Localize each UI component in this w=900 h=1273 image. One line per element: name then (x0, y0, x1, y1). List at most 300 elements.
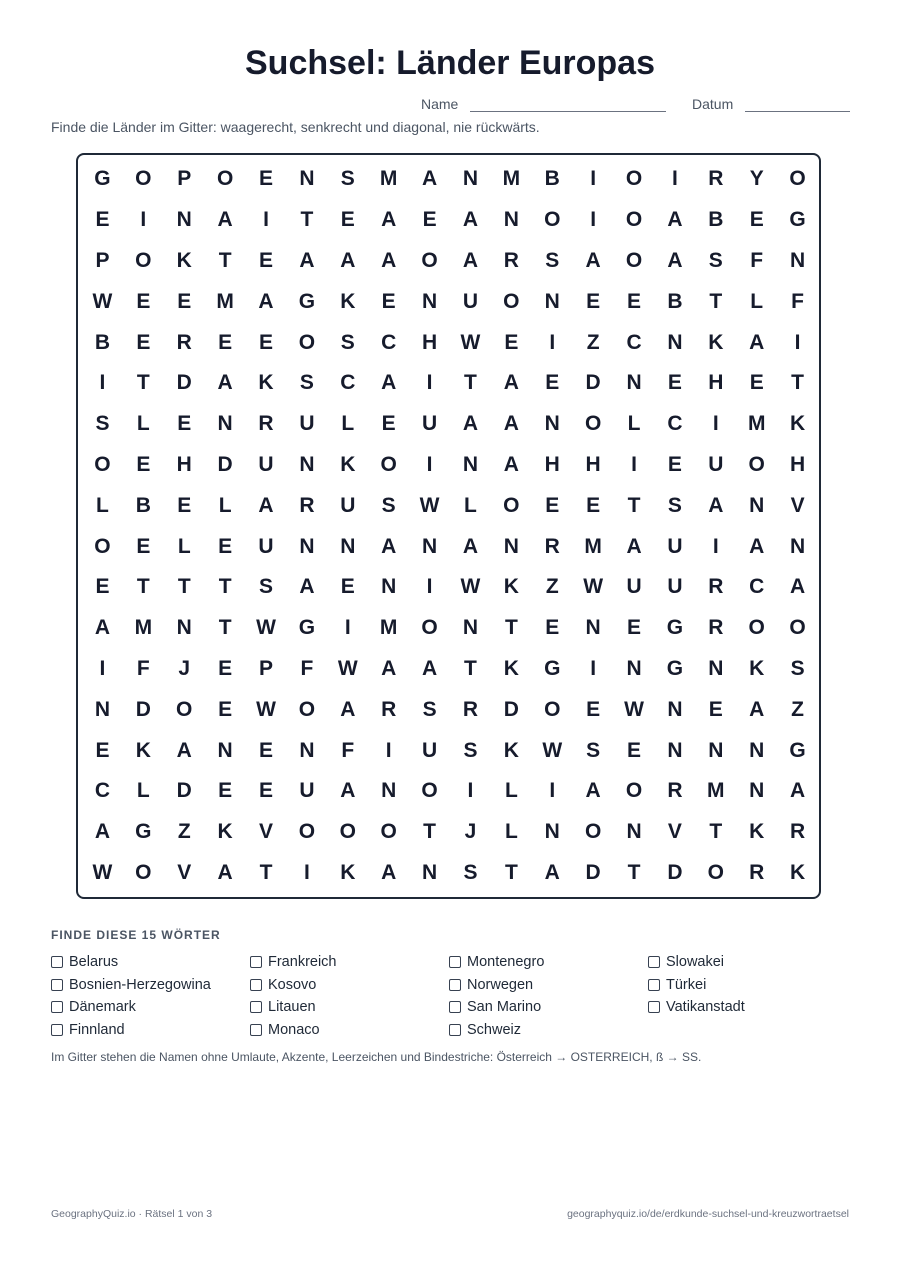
grid-cell[interactable]: H (708, 371, 724, 395)
grid-cell[interactable]: F (300, 656, 314, 680)
grid-cell[interactable]: A (340, 697, 356, 721)
grid-cell[interactable]: A (585, 248, 601, 272)
grid-cell[interactable]: L (504, 820, 518, 844)
grid-cell[interactable]: L (136, 412, 150, 436)
grid-cell[interactable]: E (586, 289, 601, 313)
grid-cell[interactable]: M (584, 534, 602, 558)
grid-cell[interactable]: E (177, 289, 192, 313)
grid-cell[interactable]: E (136, 452, 151, 476)
grid-cell[interactable]: N (462, 452, 479, 476)
grid-cell[interactable]: A (176, 738, 192, 762)
grid-cell[interactable]: O (339, 820, 356, 844)
grid-cell[interactable]: B (667, 289, 683, 313)
grid-cell[interactable]: I (590, 656, 597, 680)
grid-cell[interactable]: M (502, 167, 521, 191)
grid-cell[interactable]: R (544, 534, 560, 558)
grid-cell[interactable]: A (585, 779, 601, 803)
grid-cell[interactable]: E (340, 208, 355, 232)
grid-cell[interactable]: T (136, 371, 150, 395)
grid-cell[interactable]: K (749, 820, 765, 844)
word-checkbox[interactable] (449, 956, 461, 968)
word-checkbox[interactable] (250, 956, 262, 968)
grid-cell[interactable]: T (709, 820, 723, 844)
grid-cell[interactable]: D (503, 697, 519, 721)
grid-cell[interactable]: A (258, 493, 274, 517)
grid-cell[interactable]: Y (749, 167, 764, 191)
grid-cell[interactable]: C (94, 779, 111, 803)
grid-cell[interactable]: C (667, 412, 683, 436)
grid-cell[interactable]: B (94, 330, 111, 354)
grid-cell[interactable]: E (259, 738, 274, 762)
grid-cell[interactable]: O (584, 820, 602, 844)
grid-cell[interactable]: E (627, 289, 642, 313)
grid-cell[interactable]: G (544, 656, 561, 680)
grid-cell[interactable]: T (177, 575, 191, 599)
grid-cell[interactable]: N (790, 248, 806, 272)
grid-cell[interactable]: N (299, 534, 315, 558)
grid-cell[interactable]: P (259, 656, 274, 680)
grid-cell[interactable]: L (464, 493, 477, 517)
grid-cell[interactable]: A (381, 248, 397, 272)
grid-cell[interactable]: A (421, 167, 438, 191)
grid-cell[interactable]: O (789, 616, 806, 640)
grid-cell[interactable]: R (503, 248, 519, 272)
word-checkbox[interactable] (648, 956, 660, 968)
grid-cell[interactable]: N (421, 860, 438, 884)
word-checkbox[interactable] (449, 979, 461, 991)
grid-cell[interactable]: Z (177, 820, 191, 844)
grid-cell[interactable]: G (298, 289, 316, 313)
grid-cell[interactable]: S (422, 697, 437, 721)
grid-cell[interactable]: I (99, 656, 106, 680)
grid-cell[interactable]: U (667, 575, 683, 599)
grid-cell[interactable]: L (136, 779, 150, 803)
grid-cell[interactable]: I (631, 452, 637, 476)
grid-cell[interactable]: E (667, 371, 682, 395)
grid-cell[interactable]: I (426, 452, 433, 476)
grid-cell[interactable]: S (586, 738, 601, 762)
grid-cell[interactable]: R (790, 820, 806, 844)
grid-cell[interactable]: E (177, 493, 192, 517)
grid-cell[interactable]: W (624, 697, 644, 721)
grid-cell[interactable]: N (708, 738, 724, 762)
grid-cell[interactable]: O (584, 412, 602, 436)
grid-cell[interactable]: B (135, 493, 151, 517)
grid-cell[interactable]: E (749, 371, 764, 395)
grid-cell[interactable]: O (135, 860, 152, 884)
grid-cell[interactable]: N (626, 656, 642, 680)
grid-cell[interactable]: T (259, 860, 273, 884)
grid-cell[interactable]: M (379, 167, 398, 191)
grid-cell[interactable]: U (421, 738, 438, 762)
grid-cell[interactable]: K (135, 738, 151, 762)
grid-cell[interactable]: O (380, 452, 397, 476)
grid-cell[interactable]: O (625, 248, 643, 272)
grid-cell[interactable]: R (749, 860, 765, 884)
grid-cell[interactable]: A (258, 289, 274, 313)
grid-cell[interactable]: O (625, 208, 643, 232)
grid-cell[interactable]: E (218, 656, 233, 680)
grid-cell[interactable]: Z (545, 575, 559, 599)
grid-cell[interactable]: B (708, 208, 724, 232)
grid-cell[interactable]: A (94, 820, 111, 844)
grid-cell[interactable]: A (381, 534, 397, 558)
grid-cell[interactable]: E (586, 697, 601, 721)
grid-cell[interactable]: N (503, 534, 519, 558)
grid-cell[interactable]: V (177, 860, 192, 884)
grid-cell[interactable]: O (625, 167, 643, 191)
grid-cell[interactable]: O (135, 167, 152, 191)
word-checkbox[interactable] (250, 1024, 262, 1036)
grid-cell[interactable]: R (462, 697, 479, 721)
grid-cell[interactable]: N (462, 167, 479, 191)
grid-cell[interactable]: N (503, 208, 519, 232)
grid-cell[interactable]: U (340, 493, 356, 517)
grid-cell[interactable]: A (381, 371, 397, 395)
grid-cell[interactable]: E (381, 289, 396, 313)
grid-cell[interactable]: V (259, 820, 274, 844)
word-checkbox[interactable] (449, 1024, 461, 1036)
grid-cell[interactable]: U (667, 534, 683, 558)
grid-cell[interactable]: Z (586, 330, 600, 354)
grid-cell[interactable]: R (708, 167, 724, 191)
grid-cell[interactable]: T (300, 208, 314, 232)
word-checkbox[interactable] (250, 1001, 262, 1013)
grid-cell[interactable]: O (135, 248, 152, 272)
grid-cell[interactable]: M (134, 616, 153, 640)
grid-cell[interactable]: O (94, 452, 111, 476)
grid-cell[interactable]: N (790, 534, 806, 558)
grid-cell[interactable]: S (340, 330, 355, 354)
grid-cell[interactable]: A (381, 208, 397, 232)
grid-cell[interactable]: N (544, 289, 560, 313)
grid-cell[interactable]: B (544, 167, 560, 191)
grid-cell[interactable]: S (381, 493, 396, 517)
grid-cell[interactable]: U (462, 289, 479, 313)
grid-cell[interactable]: G (135, 820, 152, 844)
grid-cell[interactable]: O (421, 616, 438, 640)
grid-cell[interactable]: L (750, 289, 764, 313)
grid-cell[interactable]: I (467, 779, 474, 803)
grid-cell[interactable]: U (708, 452, 724, 476)
grid-cell[interactable]: I (385, 738, 392, 762)
grid-cell[interactable]: S (95, 412, 110, 436)
grid-cell[interactable]: E (504, 330, 519, 354)
grid-cell[interactable]: I (263, 208, 269, 232)
grid-cell[interactable]: W (583, 575, 604, 599)
grid-cell[interactable]: O (707, 860, 724, 884)
grid-cell[interactable]: A (503, 412, 519, 436)
grid-cell[interactable]: O (748, 616, 765, 640)
grid-cell[interactable]: O (176, 697, 193, 721)
grid-cell[interactable]: W (256, 616, 276, 640)
grid-cell[interactable]: A (749, 534, 765, 558)
grid-cell[interactable]: E (586, 493, 601, 517)
grid-cell[interactable]: S (259, 575, 274, 599)
grid-cell[interactable]: S (299, 371, 314, 395)
grid-cell[interactable]: K (340, 860, 356, 884)
word-checkbox[interactable] (51, 956, 63, 968)
grid-cell[interactable]: N (299, 452, 315, 476)
grid-cell[interactable]: H (790, 452, 806, 476)
grid-cell[interactable]: N (626, 371, 642, 395)
grid-cell[interactable]: A (217, 208, 233, 232)
grid-cell[interactable]: E (708, 697, 723, 721)
grid-cell[interactable]: I (426, 371, 433, 395)
grid-cell[interactable]: O (298, 330, 316, 354)
grid-cell[interactable]: T (627, 493, 641, 517)
grid-cell[interactable]: L (96, 493, 109, 517)
grid-cell[interactable]: A (299, 575, 315, 599)
grid-cell[interactable]: O (298, 820, 316, 844)
grid-cell[interactable]: N (585, 616, 601, 640)
grid-cell[interactable]: U (299, 779, 315, 803)
word-checkbox[interactable] (449, 1001, 461, 1013)
grid-cell[interactable]: O (216, 167, 234, 191)
grid-cell[interactable]: T (218, 248, 232, 272)
grid-cell[interactable]: E (545, 371, 560, 395)
grid-cell[interactable]: F (750, 248, 764, 272)
grid-cell[interactable]: G (94, 167, 111, 191)
grid-cell[interactable]: E (95, 738, 110, 762)
grid-cell[interactable]: I (590, 208, 597, 232)
grid-cell[interactable]: I (590, 167, 597, 191)
grid-cell[interactable]: T (504, 616, 518, 640)
grid-cell[interactable]: G (298, 616, 316, 640)
grid-cell[interactable]: N (749, 738, 765, 762)
word-checkbox[interactable] (250, 979, 262, 991)
grid-cell[interactable]: K (258, 371, 274, 395)
grid-cell[interactable]: E (259, 167, 274, 191)
grid-cell[interactable]: D (217, 452, 233, 476)
grid-cell[interactable]: E (136, 330, 151, 354)
grid-cell[interactable]: K (503, 656, 519, 680)
grid-cell[interactable]: E (422, 208, 437, 232)
grid-cell[interactable]: E (667, 452, 682, 476)
grid-cell[interactable]: I (303, 860, 310, 884)
grid-cell[interactable]: U (258, 452, 274, 476)
grid-cell[interactable]: E (177, 412, 192, 436)
grid-cell[interactable]: P (95, 248, 110, 272)
grid-cell[interactable]: A (790, 575, 806, 599)
grid-cell[interactable]: O (421, 248, 438, 272)
grid-cell[interactable]: W (92, 289, 113, 313)
grid-cell[interactable]: F (341, 738, 355, 762)
grid-cell[interactable]: E (749, 208, 764, 232)
grid-cell[interactable]: D (667, 860, 683, 884)
grid-cell[interactable]: E (627, 738, 642, 762)
grid-cell[interactable]: O (380, 820, 397, 844)
grid-cell[interactable]: K (340, 452, 356, 476)
grid-cell[interactable]: L (341, 412, 355, 436)
grid-cell[interactable]: A (667, 248, 683, 272)
grid-cell[interactable]: W (542, 738, 563, 762)
grid-cell[interactable]: L (177, 534, 191, 558)
grid-cell[interactable]: M (379, 616, 398, 640)
grid-cell[interactable]: N (176, 208, 192, 232)
grid-cell[interactable]: I (140, 208, 147, 232)
grid-cell[interactable]: E (218, 779, 233, 803)
grid-cell[interactable]: A (503, 371, 519, 395)
grid-cell[interactable]: S (340, 167, 355, 191)
grid-cell[interactable]: O (298, 697, 316, 721)
grid-cell[interactable]: T (218, 575, 232, 599)
grid-cell[interactable]: O (503, 289, 520, 313)
grid-cell[interactable]: R (299, 493, 315, 517)
grid-cell[interactable]: E (218, 534, 233, 558)
grid-cell[interactable]: A (749, 697, 765, 721)
grid-cell[interactable]: N (421, 534, 438, 558)
grid-cell[interactable]: E (259, 248, 274, 272)
grid-cell[interactable]: I (99, 371, 106, 395)
grid-cell[interactable]: N (749, 779, 765, 803)
grid-cell[interactable]: A (462, 248, 479, 272)
grid-cell[interactable]: G (666, 616, 684, 640)
grid-cell[interactable]: N (544, 820, 560, 844)
grid-cell[interactable]: O (748, 452, 765, 476)
grid-cell[interactable]: M (216, 289, 234, 313)
word-checkbox[interactable] (51, 979, 63, 991)
grid-cell[interactable]: N (381, 779, 397, 803)
grid-cell[interactable]: A (340, 248, 356, 272)
grid-cell[interactable]: D (585, 860, 601, 884)
grid-cell[interactable]: I (671, 167, 678, 191)
grid-cell[interactable]: N (667, 697, 683, 721)
grid-cell[interactable]: W (337, 656, 358, 680)
grid-cell[interactable]: A (340, 779, 356, 803)
grid-cell[interactable]: H (544, 452, 560, 476)
grid-cell[interactable]: A (381, 656, 397, 680)
grid-cell[interactable]: T (504, 860, 518, 884)
grid-cell[interactable]: D (176, 371, 192, 395)
grid-cell[interactable]: T (627, 860, 641, 884)
grid-cell[interactable]: W (92, 860, 113, 884)
name-input-line[interactable] (470, 97, 666, 112)
grid-cell[interactable]: N (421, 289, 438, 313)
grid-cell[interactable]: A (544, 860, 560, 884)
grid-cell[interactable]: M (707, 779, 725, 803)
grid-cell[interactable]: L (627, 412, 641, 436)
grid-cell[interactable]: N (217, 738, 233, 762)
grid-cell[interactable]: E (218, 697, 233, 721)
grid-cell[interactable]: E (381, 412, 396, 436)
grid-cell[interactable]: H (176, 452, 192, 476)
grid-cell[interactable]: V (790, 493, 805, 517)
grid-cell[interactable]: T (464, 371, 477, 395)
grid-cell[interactable]: K (708, 330, 724, 354)
grid-cell[interactable]: R (381, 697, 397, 721)
grid-cell[interactable]: R (708, 575, 724, 599)
grid-cell[interactable]: N (544, 412, 560, 436)
grid-cell[interactable]: N (462, 616, 479, 640)
grid-cell[interactable]: U (421, 412, 438, 436)
grid-cell[interactable]: S (545, 248, 560, 272)
word-checkbox[interactable] (51, 1001, 63, 1013)
grid-cell[interactable]: K (790, 412, 806, 436)
grid-cell[interactable]: A (503, 452, 519, 476)
grid-cell[interactable]: N (340, 534, 356, 558)
grid-cell[interactable]: N (381, 575, 397, 599)
grid-cell[interactable]: N (94, 697, 111, 721)
grid-cell[interactable]: T (709, 289, 723, 313)
grid-cell[interactable]: E (136, 289, 151, 313)
grid-cell[interactable]: L (504, 779, 518, 803)
grid-cell[interactable]: W (256, 697, 276, 721)
grid-cell[interactable]: K (176, 248, 192, 272)
grid-cell[interactable]: N (749, 493, 765, 517)
grid-cell[interactable]: C (626, 330, 642, 354)
grid-cell[interactable]: N (299, 738, 315, 762)
grid-cell[interactable]: S (708, 248, 723, 272)
grid-cell[interactable]: A (667, 208, 683, 232)
grid-cell[interactable]: E (218, 330, 233, 354)
grid-cell[interactable]: N (667, 330, 683, 354)
grid-cell[interactable]: D (176, 779, 192, 803)
grid-cell[interactable]: A (381, 860, 397, 884)
grid-cell[interactable]: T (136, 575, 150, 599)
grid-cell[interactable]: E (545, 493, 560, 517)
grid-cell[interactable]: K (503, 575, 519, 599)
grid-cell[interactable]: T (218, 616, 232, 640)
grid-cell[interactable]: Z (791, 697, 804, 721)
grid-cell[interactable]: K (340, 289, 356, 313)
grid-cell[interactable]: A (421, 656, 438, 680)
word-checkbox[interactable] (648, 979, 660, 991)
word-checkbox[interactable] (648, 1001, 660, 1013)
grid-cell[interactable]: O (94, 534, 111, 558)
grid-cell[interactable]: O (544, 208, 561, 232)
grid-cell[interactable]: A (708, 493, 724, 517)
grid-cell[interactable]: R (667, 779, 683, 803)
grid-cell[interactable]: A (462, 412, 479, 436)
grid-cell[interactable]: S (463, 860, 478, 884)
grid-cell[interactable]: W (419, 493, 440, 517)
grid-cell[interactable]: E (95, 575, 110, 599)
grid-cell[interactable]: A (749, 330, 765, 354)
date-input-line[interactable] (745, 97, 850, 112)
grid-cell[interactable]: O (503, 493, 520, 517)
grid-cell[interactable]: I (549, 779, 556, 803)
grid-cell[interactable]: S (463, 738, 478, 762)
word-checkbox[interactable] (51, 1024, 63, 1036)
grid-cell[interactable]: A (217, 371, 233, 395)
grid-cell[interactable]: G (666, 656, 684, 680)
grid-cell[interactable]: W (460, 330, 481, 354)
grid-cell[interactable]: S (790, 656, 805, 680)
grid-cell[interactable]: O (421, 779, 438, 803)
grid-cell[interactable]: D (135, 697, 151, 721)
grid-cell[interactable]: J (178, 656, 191, 680)
grid-cell[interactable]: J (464, 820, 477, 844)
grid-cell[interactable]: I (549, 330, 556, 354)
grid-cell[interactable]: I (426, 575, 433, 599)
grid-cell[interactable]: W (460, 575, 481, 599)
grid-cell[interactable]: A (217, 860, 233, 884)
grid-cell[interactable]: S (667, 493, 682, 517)
grid-cell[interactable]: I (344, 616, 351, 640)
grid-cell[interactable]: U (258, 534, 274, 558)
grid-cell[interactable]: N (626, 820, 642, 844)
grid-cell[interactable]: T (464, 656, 477, 680)
grid-cell[interactable]: U (626, 575, 642, 599)
grid-cell[interactable]: F (791, 289, 804, 313)
grid-cell[interactable]: A (299, 248, 315, 272)
grid-cell[interactable]: R (176, 330, 192, 354)
grid-cell[interactable]: N (667, 738, 683, 762)
grid-cell[interactable]: E (340, 575, 355, 599)
grid-cell[interactable]: H (421, 330, 438, 354)
grid-cell[interactable]: F (136, 656, 150, 680)
